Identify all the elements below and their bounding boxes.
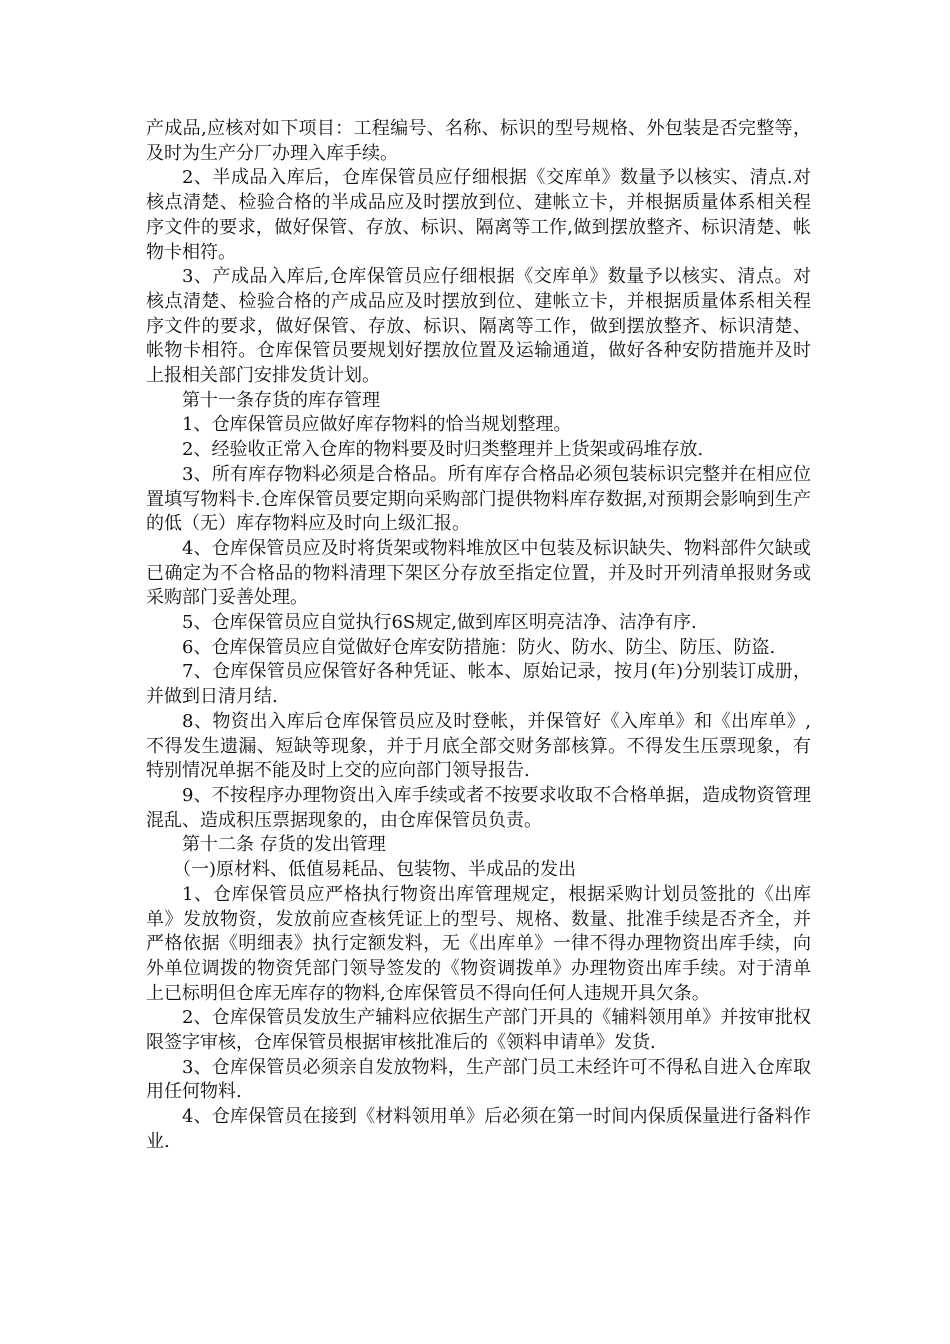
paragraph: 3、所有库存物料必须是合格品。所有库存合格品必须包装标识完整并在相应位置填写物料卡.仓库保管员要定期向采购部门提供物料库存数据,对预期会影响到生产的低（无）库存物料应及时向上级汇报。: [146, 463, 811, 535]
paragraph: 2、半成品入库后，仓库保管员应仔细根据《交库单》数量予以核实、清点.对核点清楚、检验合格的半成品应及时摆放到位、建帐立卡，并根据质量体系相关程序文件的要求，做好保管、存放、标识、隔离等工作,做到摆放整齐、标识清楚、帐物卡相符。: [146, 167, 811, 263]
paragraph: 6、仓库保管员应自觉做好仓库安防措施：防火、防水、防尘、防压、防盗.: [182, 636, 776, 658]
section-heading: 第十二条 存货的发出管理: [182, 834, 386, 856]
paragraph: 7、仓库保管员应保管好各种凭证、帐本、原始记录，按月(年)分别装订成册，并做到日清月结.: [146, 661, 811, 708]
paragraph: 2、仓库保管员发放生产辅料应依据生产部门开具的《辅料领用单》并按审批权限签字审核，仓库保管员根据审核批准后的《领料申请单》发货.: [146, 1007, 811, 1054]
paragraph: 4、仓库保管员应及时将货架或物料堆放区中包装及标识缺失、物料部件欠缺或已确定为不合格品的物料清理下架区分存放至指定位置，并及时开列清单报财务或采购部门妥善处理。: [146, 537, 811, 609]
paragraph: 4、仓库保管员在接到《材料领用单》后必须在第一时间内保质保量进行备料作业.: [146, 1106, 811, 1152]
paragraph: 8、物资出入库后仓库保管员应及时登帐，并保管好《入库单》和《出库单》,不得发生遗漏、短缺等现象，并于月底全部交财务部核算。不得发生压票现象，有特别情况单据不能及时上交的应向部门领导报告.: [146, 710, 811, 782]
paragraph: 1、仓库保管员应严格执行物资出库管理规定，根据采购计划员签批的《出库单》发放物资，发放前应查核凭证上的型号、规格、数量、批准手续是否齐全，并严格依据《明细表》执行定额发料，无《出库单》一律不得办理物资出库手续，向外单位调拨的物资凭部门领导签发的《物资调拨单》办理物资出库手续。对于清单上已标明但仓库无库存的物料,仓库保管员不得向任何人违规开具欠条。: [146, 883, 811, 1004]
paragraph: 3、仓库保管员必须亲自发放物料，生产部门员工未经许可不得私自进入仓库取用任何物料.: [146, 1056, 811, 1103]
document-page: [146, 117, 811, 1155]
paragraph: 产成品,应核对如下项目：工程编号、名称、标识的型号规格、外包装是否完整等，及时为生产分厂办理入库手续。: [146, 118, 811, 164]
subsection-heading: （一)原材料、低值易耗品、包装物、半成品的发出: [173, 859, 577, 881]
paragraph: 3、产成品入库后,仓库保管员应仔细根据《交库单》数量予以核实、清点。对核点清楚、检验合格的产成品应及时摆放到位、建帐立卡，并根据质量体系相关程序文件的要求，做好保管、存放、标识、隔离等工作，做到摆放整齐、标识清楚、帐物卡相符。仓库保管员要规划好摆放位置及运输通道，做好各种安防措施并及时上报相关部门安排发货计划。: [146, 266, 811, 387]
paragraph: 9、不按程序办理物资出入库手续或者不按要求收取不合格单据，造成物资管理混乱、造成积压票据现象的，由仓库保管员负责。: [146, 784, 811, 831]
paragraph: 2、经验收正常入仓库的物料要及时归类整理并上货架或码堆存放.: [182, 439, 704, 461]
section-heading: 第十一条存货的库存管理: [182, 389, 380, 411]
paragraph: 1、仓库保管员应做好库存物料的恰当规划整理。: [182, 414, 572, 436]
paragraph: 5、仓库保管员应自觉执行6S规定,做到库区明亮洁净、洁净有序.: [182, 612, 697, 634]
